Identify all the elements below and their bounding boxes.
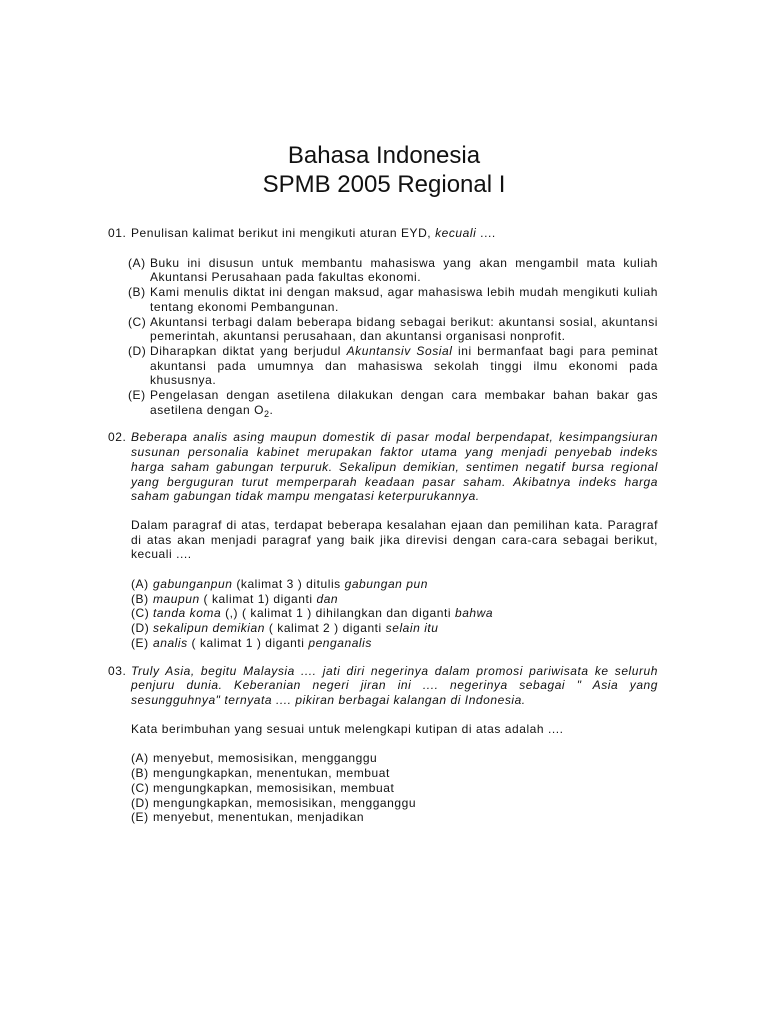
option-text: Buku ini disusun untuk membantu mahasiswa yang akan mengambil mata kuliah Akuntansi Perusahaan pada fakultas ekonomi. — [150, 255, 658, 285]
option-list — [128, 256, 658, 418]
option-e[interactable] — [131, 810, 658, 825]
question-number: 01. — [108, 226, 127, 240]
option-label: (B) — [131, 591, 149, 606]
option-text: analis ( kalimat 1 ) diganti penganalis — [153, 635, 372, 650]
option-e[interactable] — [128, 388, 658, 417]
question-passage: Beberapa analis asing maupun domestik di pasar modal berpendapat, kesimpangsiuran susunan personalia kabinet merupakan faktor utama yang menjadi penyebab indeks harga saham gabungan terpuruk. Sekalipun demikian, sentimen negatif bursa regional yang berguguran turut memperparah keadaan pasar saham. Akibatnya indeks harga saham gabungan tidak mampu mengatasi keterpurukannya. — [131, 430, 658, 504]
option-label: (E) — [131, 810, 149, 825]
question-stem: Dalam paragraf di atas, terdapat beberapa kesalahan ejaan dan pemilihan kata. Paragraf di atas akan menjadi paragraf yang baik jika direvisi dengan cara-cara sebagai berikut, kecuali .... — [131, 517, 658, 562]
option-d[interactable] — [128, 344, 658, 388]
option-a[interactable] — [131, 751, 658, 766]
option-a[interactable] — [128, 256, 658, 285]
option-label: (A) — [128, 255, 146, 270]
option-text: Kami menulis diktat ini dengan maksud, agar mahasiswa lebih mudah mengikuti kuliah tentang ekonomi Pembangunan. — [150, 285, 658, 314]
option-label: (B) — [128, 285, 146, 300]
option-b[interactable] — [131, 766, 658, 781]
option-label: (D) — [128, 343, 147, 358]
option-b[interactable] — [131, 592, 658, 607]
option-list — [131, 577, 658, 651]
question-number: 02. — [108, 430, 127, 445]
option-list — [131, 751, 658, 825]
option-text: Akuntansi terbagi dalam beberapa bidang sebagai berikut: akuntansi sosial, akuntansi pemerintah, akuntansi perusahaan, dan akuntansi organisasi nonprofit. — [150, 314, 658, 344]
page-title: Bahasa Indonesia — [287, 142, 481, 169]
question-passage: Truly Asia, begitu Malaysia .... jati diri negerinya dalam promosi pariwisata ke seluruh penjuru dunia. Keberanian negeri jiran ini .... negerinya sebagai " Asia yang sesungguhnya" ternyata .... pikiran berbagai kalangan di Indonesia. — [131, 663, 658, 707]
option-label: (E) — [131, 635, 149, 650]
option-label: (C) — [131, 780, 150, 795]
option-label: (D) — [131, 621, 150, 636]
question-01 — [108, 226, 658, 417]
page-subtitle: SPMB 2005 Regional I — [262, 171, 506, 198]
option-text: mengungkapkan, memosisikan, mengganggu — [153, 795, 417, 810]
option-label: (C) — [128, 314, 147, 329]
option-text: tanda koma (,) ( kalimat 1 ) dihilangkan dan diganti bahwa — [153, 606, 494, 621]
option-c[interactable] — [131, 781, 658, 796]
option-label: (E) — [128, 388, 146, 403]
option-text: menyebut, menentukan, menjadikan — [153, 810, 365, 825]
option-b[interactable] — [128, 285, 658, 314]
option-text: maupun ( kalimat 1) diganti dan — [153, 591, 339, 606]
option-d[interactable] — [131, 621, 658, 636]
option-label: (A) — [131, 751, 149, 766]
option-e[interactable] — [131, 636, 658, 651]
option-text: menyebut, memosisikan, mengganggu — [153, 751, 378, 766]
question-02 — [108, 430, 658, 650]
option-text: sekalipun demikian ( kalimat 2 ) diganti selain itu — [153, 621, 439, 636]
option-a[interactable] — [131, 577, 658, 592]
option-text: Diharapkan diktat yang berjudul Akuntansiv Sosial ini bermanfaat bagi para peminat akuntansi pada umumnya dan mahasiswa sekolah tinggi ilmu ekonomi pada khususnya. — [150, 343, 658, 388]
option-text: mengungkapkan, menentukan, membuat — [153, 766, 390, 781]
option-text: Pengelasan dengan asetilena dilakukan dengan cara membakar bahan bakar gas asetilena dengan $O_2$. — [150, 388, 658, 419]
question-03 — [108, 664, 658, 825]
option-label: (C) — [131, 606, 150, 621]
question-stem: Penulisan kalimat berikut ini mengikuti aturan EYD, kecuali .... — [131, 226, 496, 240]
option-text: mengungkapkan, memosisikan, membuat — [153, 780, 395, 795]
option-d[interactable] — [131, 796, 658, 811]
option-label: (B) — [131, 766, 149, 781]
option-text: gabunganpun (kalimat 3 ) ditulis gabungan pun — [153, 577, 428, 592]
option-label: (A) — [131, 577, 149, 592]
question-number: 03. — [108, 663, 127, 678]
question-stem: Kata berimbuhan yang sesuai untuk melengkapi kutipan di atas adalah .... — [131, 721, 564, 736]
option-c[interactable] — [128, 315, 658, 344]
option-c[interactable] — [131, 606, 658, 621]
question-list — [108, 226, 658, 838]
option-label: (D) — [131, 795, 150, 810]
